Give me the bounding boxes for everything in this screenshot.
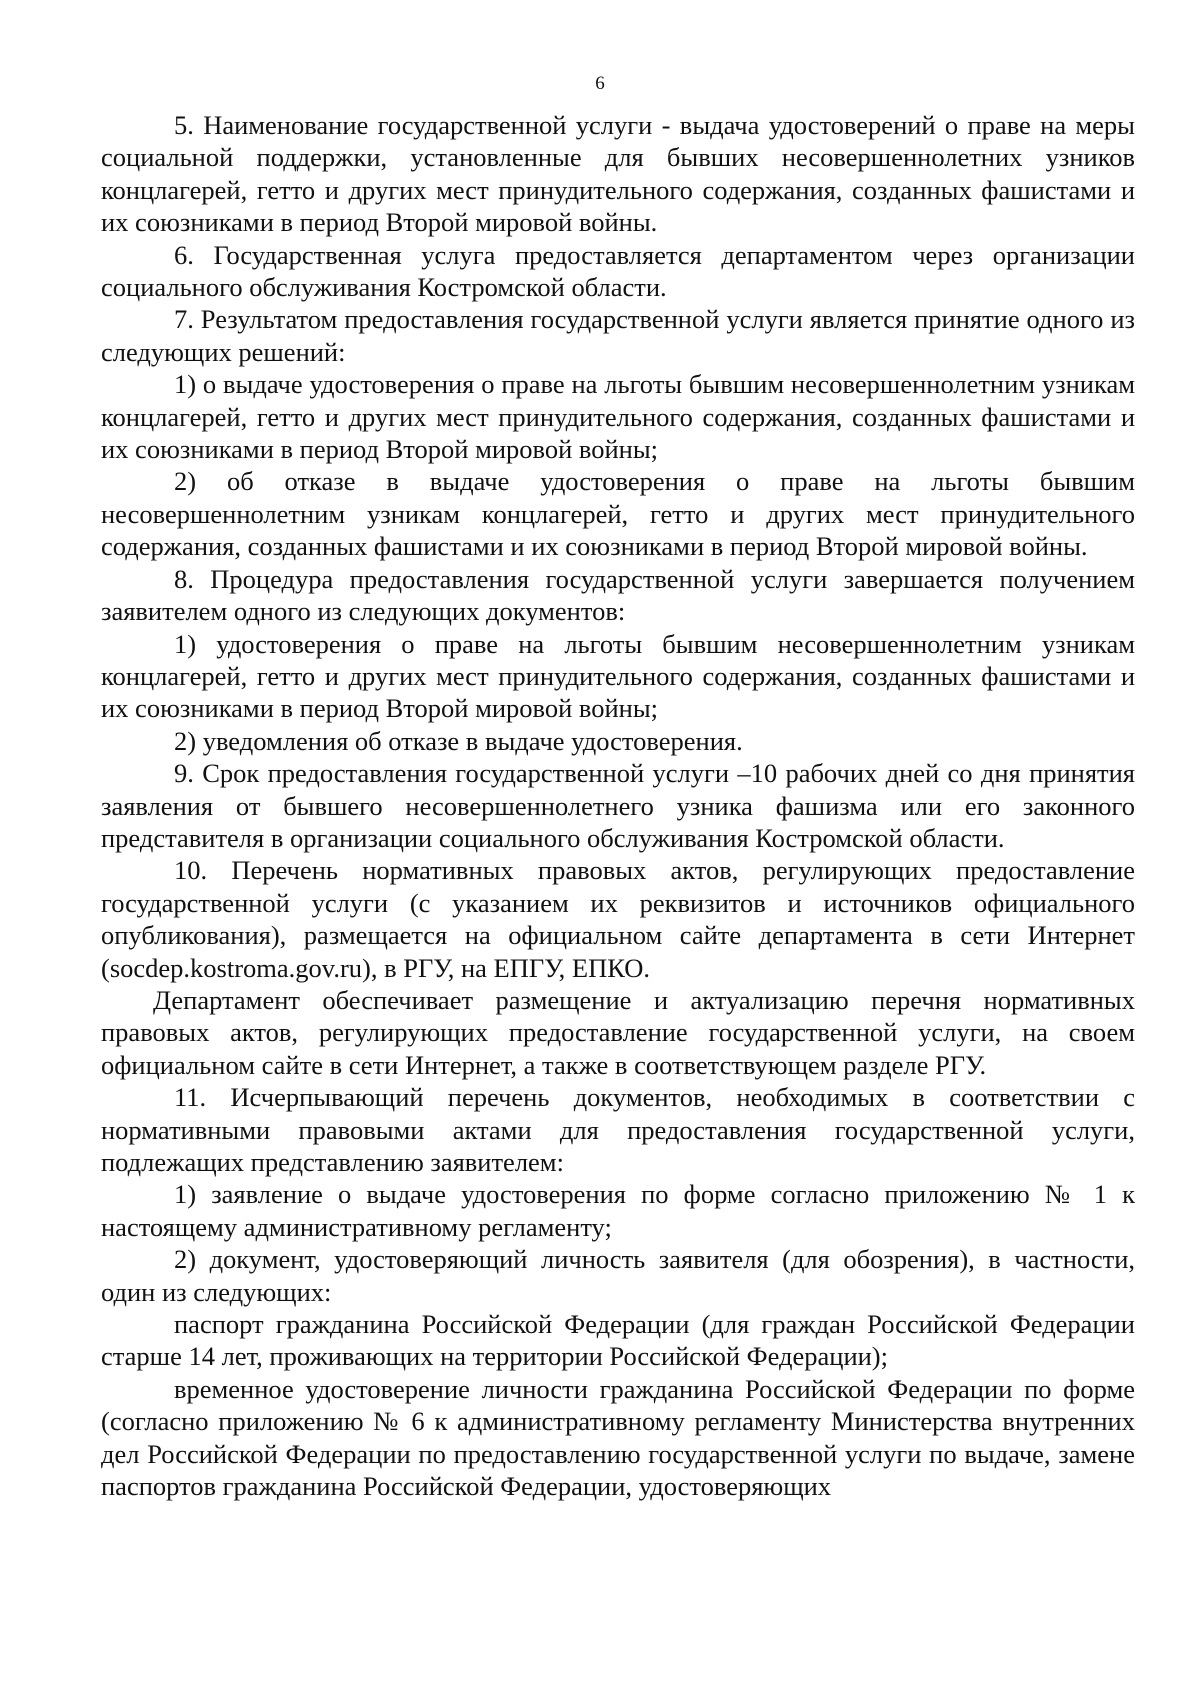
document-body — [101, 109, 1135, 1502]
paragraph-8: 8. Процедура предоставления государственной услуги завершается получением заявителем одного из следующих документов: — [101, 563, 1135, 627]
paragraph-8-item-2: 2) уведомления об отказе в выдаче удостоверения. — [174, 725, 743, 756]
paragraph-11-item-1: 1) заявление о выдаче удостоверения по форме согласно приложению № 1 к настоящему административному регламенту; — [101, 1179, 1135, 1242]
paragraph-10-department: Департамент обеспечивает размещение и актуализацию перечня нормативных правовых актов, регулирующих предоставление государственной услуги, на своем официальном сайте в сети Интернет, а также в соответствующем разделе РГУ. — [101, 984, 1135, 1080]
paragraph-8-item-1: 1) удостоверения о праве на льготы бывшим несовершеннолетним узникам концлагерей, гетто и других мест принудительного содержания, созданных фашистами и их союзниками в период Второй мировой войны; — [101, 628, 1135, 724]
paragraph-7-item-2: 2) об отказе в выдаче удостоверения о праве на льготы бывшим несовершеннолетним узникам концлагерей, гетто и других мест принудительного содержания, созданных фашистами и их союзниками в период Второй мировой войны. — [101, 466, 1135, 562]
page-number: 6 — [595, 73, 605, 94]
paragraph-passport: паспорт гражданина Российской Федерации (для граждан Российской Федерации старше 14 лет, проживающих на территории Российской Федерации); — [101, 1309, 1135, 1372]
paragraph-10: 10. Перечень нормативных правовых актов, регулирующих предоставление государственной услуги (с указанием их реквизитов и источников официального опубликования), размещается на официальном сайте департамента в сети Интернет (socdep.kostroma.gov.ru), в РГУ, на ЕПГУ, ЕПКО. — [101, 855, 1135, 983]
paragraph-6: 6. Государственная услуга предоставляется департаментом через организации социального обслуживания Костромской области. — [101, 239, 1135, 303]
paragraph-7: 7. Результатом предоставления государственной услуги является принятие одного из следующих решений: — [101, 304, 1135, 367]
paragraph-11: 11. Исчерпывающий перечень документов, необходимых в соответствии с нормативными правовыми актами для предоставления государственной услуги, подлежащих представлению заявителем: — [101, 1082, 1135, 1177]
paragraph-5: 5. Наименование государственной услуги - выдача удостоверений о праве на меры социальной поддержки, установленные для бывших несовершеннолетних узников концлагерей, гетто и других мест принудительного содержания, созданных фашистами и их союзниками в период Второй мировой войны. — [101, 110, 1135, 238]
paragraph-11-item-2: 2) документ, удостоверяющий личность заявителя (для обозрения), в частности, один из следующих: — [101, 1244, 1135, 1307]
paragraph-9: 9. Срок предоставления государственной услуги –10 рабочих дней со дня принятия заявления от бывшего несовершеннолетнего узника фашизма или его законного представителя в организации социального обслуживания Костромской области. — [101, 758, 1135, 853]
paragraph-temporary-id: временное удостоверение личности гражданина Российской Федерации по форме (согласно приложению № 6 к административному регламенту Министерства внутренних дел Российской Федерации по предоставлению государственной услуги по выдаче, замене паспортов гражданина Российской Федерации, удостоверяющих — [101, 1373, 1135, 1502]
paragraph-7-item-1: 1) о выдаче удостоверения о праве на льготы бывшим несовершеннолетним узникам концлагерей, гетто и других мест принудительного содержания, созданных фашистами и их союзниками в период Второй мировой войны; — [101, 369, 1135, 465]
